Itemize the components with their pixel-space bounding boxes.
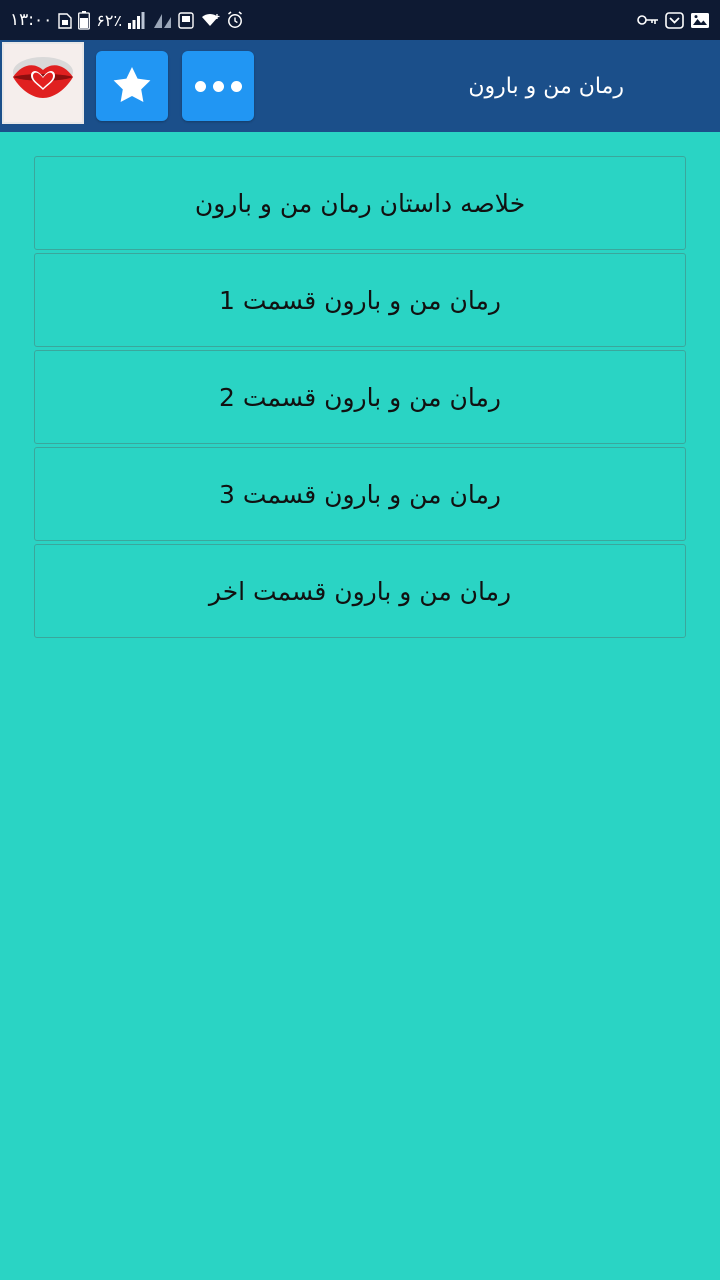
wifi-icon: [200, 12, 220, 29]
signal-bars-secondary-icon: [154, 11, 172, 29]
list-item-label: خلاصه داستان رمان من و بارون: [194, 188, 526, 218]
status-clock: ۱۳:۰۰: [10, 10, 53, 30]
pocket-icon: [665, 12, 684, 29]
status-bar-right: [637, 12, 710, 29]
battery-icon: [78, 11, 90, 30]
list-item-label: رمان من و بارون قسمت 3: [219, 479, 501, 509]
more-horizontal-icon: [195, 81, 242, 92]
list-item-label: رمان من و بارون قسمت اخر: [208, 576, 512, 606]
favorite-button[interactable]: [96, 51, 168, 121]
status-bar: [0, 0, 720, 40]
list-item[interactable]: [34, 350, 686, 444]
vpn-key-icon: [637, 13, 659, 27]
battery-percentage: ۶۲٪: [96, 10, 123, 30]
star-icon: [112, 65, 152, 107]
overflow-menu-button[interactable]: [182, 51, 254, 121]
sim-card-icon: [58, 11, 72, 29]
list-item-label: رمان من و بارون قسمت 1: [219, 285, 501, 315]
app-bar-actions: [96, 51, 254, 121]
status-bar-left: [10, 10, 244, 30]
chapter-list: [0, 132, 720, 638]
signal-bars-icon: [128, 11, 148, 29]
sd-card-icon: [178, 12, 194, 29]
page-title: رمان من و بارون: [468, 73, 624, 99]
list-item[interactable]: [34, 253, 686, 347]
list-item-label: رمان من و بارون قسمت 2: [219, 382, 501, 412]
app-bar: [0, 40, 720, 132]
app-logo-lips-heart: [2, 42, 84, 124]
image-icon: [690, 12, 710, 29]
list-item[interactable]: [34, 156, 686, 250]
list-item[interactable]: [34, 447, 686, 541]
alarm-clock-icon: [226, 11, 244, 29]
list-item[interactable]: [34, 544, 686, 638]
